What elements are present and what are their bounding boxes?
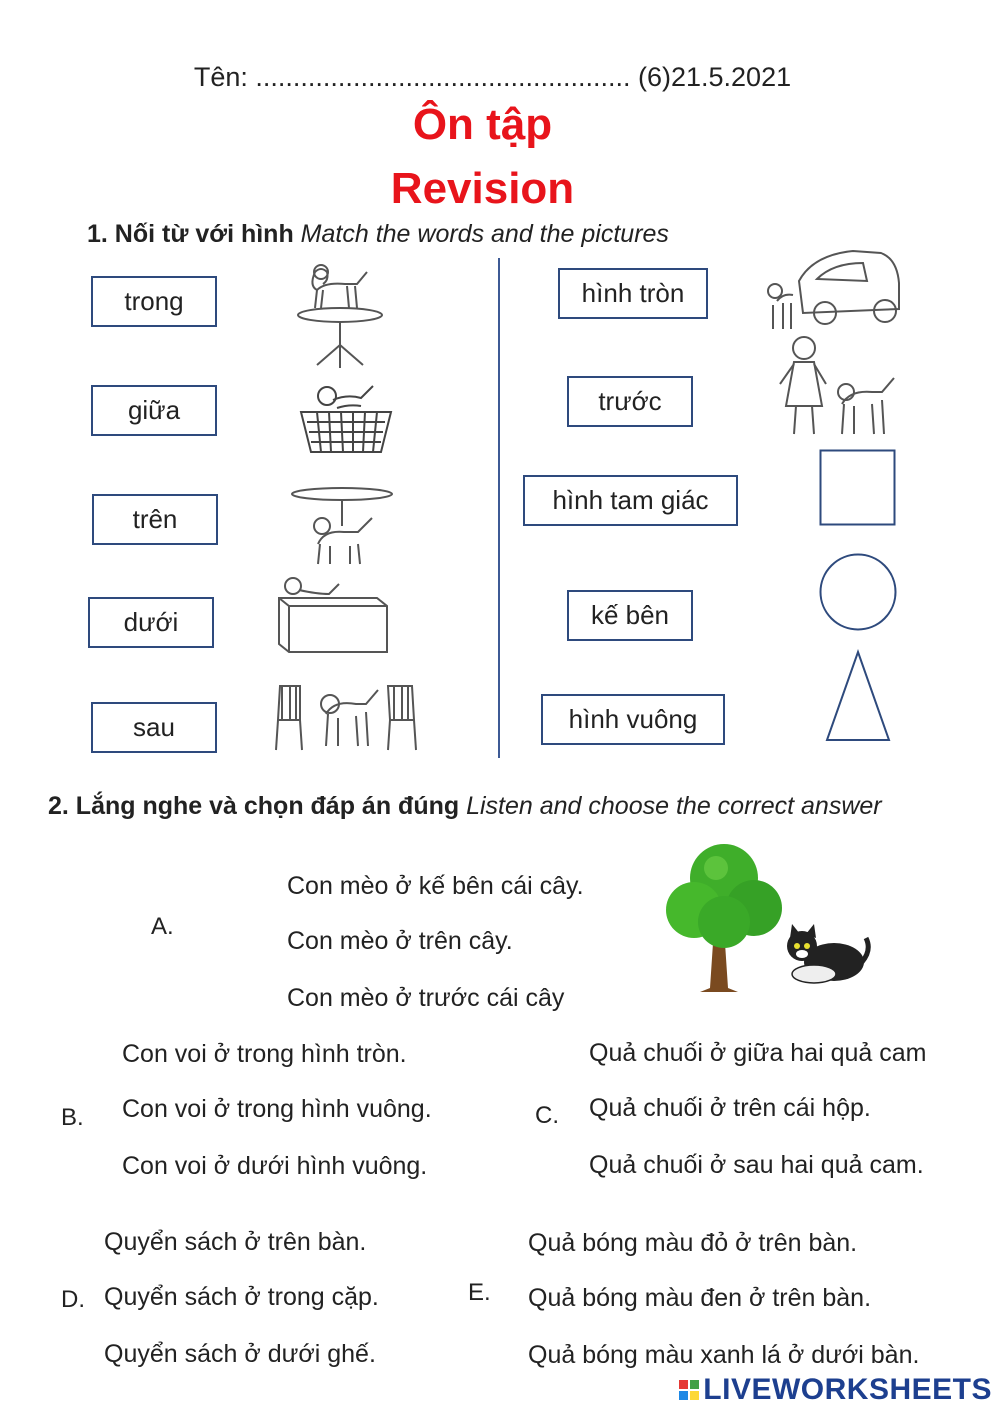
- circle-shape-picture[interactable]: [818, 552, 898, 632]
- word-box-ke-ben[interactable]: [567, 590, 693, 641]
- word-box-truoc[interactable]: [567, 376, 693, 427]
- word-box-hinh-tron[interactable]: [558, 268, 708, 319]
- dog-under-table-picture[interactable]: [288, 486, 396, 568]
- section2-heading-italic: Listen and choose the correct answer: [466, 792, 882, 820]
- question-b-letter: B.: [61, 1104, 84, 1131]
- question-e-option-1[interactable]: Quả bóng màu đỏ ở trên bàn.: [528, 1229, 858, 1257]
- question-b-option-1[interactable]: Con voi ở trong hình tròn.: [122, 1040, 407, 1068]
- question-a-option-2[interactable]: Con mèo ở trên cây.: [287, 927, 513, 955]
- girl-in-front-of-dog-picture[interactable]: [776, 334, 900, 440]
- question-c-option-1[interactable]: Quả chuối ở giữa hai quả cam: [589, 1039, 927, 1067]
- dog-in-front-of-car-picture[interactable]: [763, 233, 903, 333]
- word-label: trên: [132, 504, 178, 534]
- question-c-option-3[interactable]: Quả chuối ở sau hai quả cam.: [589, 1151, 924, 1179]
- dog-in-basket-picture[interactable]: [297, 378, 395, 458]
- section2-heading: [48, 792, 882, 821]
- word-box-sau[interactable]: [91, 702, 217, 753]
- cat-next-to-tree-picture: [666, 838, 871, 994]
- word-box-giua[interactable]: [91, 385, 217, 436]
- word-label: kế bên: [590, 600, 670, 630]
- section2-heading-bold: 2. Lắng nghe và chọn đáp án đúng: [48, 792, 460, 820]
- name-date-line: Tên: .................................................. (6)21.5.2021: [193, 62, 792, 92]
- dog-between-chairs-picture[interactable]: [272, 680, 422, 752]
- section1-heading: [87, 220, 669, 249]
- triangle-shape-picture[interactable]: [824, 649, 892, 743]
- dog-on-table-picture[interactable]: [295, 260, 385, 370]
- section1-heading-bold: 1. Nối từ với hình: [87, 220, 294, 248]
- question-d-option-3[interactable]: Quyển sách ở dưới ghế.: [104, 1340, 376, 1368]
- question-b-option-2[interactable]: Con voi ở trong hình vuông.: [122, 1095, 432, 1123]
- word-box-tren[interactable]: [92, 494, 218, 545]
- question-a-option-1[interactable]: Con mèo ở kế bên cái cây.: [287, 872, 584, 900]
- logo-text: LIVEWORKSHEETS: [703, 1373, 992, 1406]
- title-vietnamese: Ôn tập: [412, 100, 553, 149]
- logo-mark-icon: [679, 1380, 699, 1400]
- question-c-option-2[interactable]: Quả chuối ở trên cái hộp.: [589, 1094, 871, 1122]
- word-label: dưới: [123, 607, 179, 637]
- question-d-letter: D.: [61, 1286, 85, 1313]
- dog-behind-box-picture[interactable]: [267, 576, 392, 654]
- question-a-option-3[interactable]: Con mèo ở trước cái cây: [287, 984, 565, 1012]
- question-d-option-2[interactable]: Quyển sách ở trong cặp.: [104, 1283, 379, 1311]
- word-label: giữa: [127, 395, 181, 425]
- word-box-hinh-vuong[interactable]: [541, 694, 725, 745]
- square-shape-picture[interactable]: [819, 449, 897, 527]
- word-box-duoi[interactable]: [88, 597, 214, 648]
- word-label: hình tam giác: [552, 485, 709, 515]
- word-label: hình vuông: [568, 704, 698, 734]
- question-e-letter: E.: [468, 1279, 491, 1306]
- column-divider: [498, 258, 500, 758]
- section1-heading-italic: Match the words and the pictures: [300, 220, 669, 248]
- word-box-trong[interactable]: [91, 276, 217, 327]
- question-e-option-2[interactable]: Quả bóng màu đen ở trên bàn.: [528, 1284, 872, 1312]
- question-d-option-1[interactable]: Quyển sách ở trên bàn.: [104, 1228, 367, 1256]
- question-e-option-3[interactable]: Quả bóng màu xanh lá ở dưới bàn.: [528, 1341, 920, 1369]
- question-c-letter: C.: [535, 1102, 559, 1129]
- title-english: Revision: [390, 164, 575, 213]
- question-b-option-3[interactable]: Con voi ở dưới hình vuông.: [122, 1152, 428, 1180]
- word-label: trong: [124, 286, 184, 316]
- question-a-letter: A.: [151, 913, 174, 940]
- liveworksheets-logo: [679, 1373, 992, 1407]
- word-label: hình tròn: [581, 278, 685, 308]
- word-label: trước: [598, 386, 662, 416]
- word-label: sau: [133, 712, 175, 742]
- word-box-hinh-tam-giac[interactable]: [523, 475, 738, 526]
